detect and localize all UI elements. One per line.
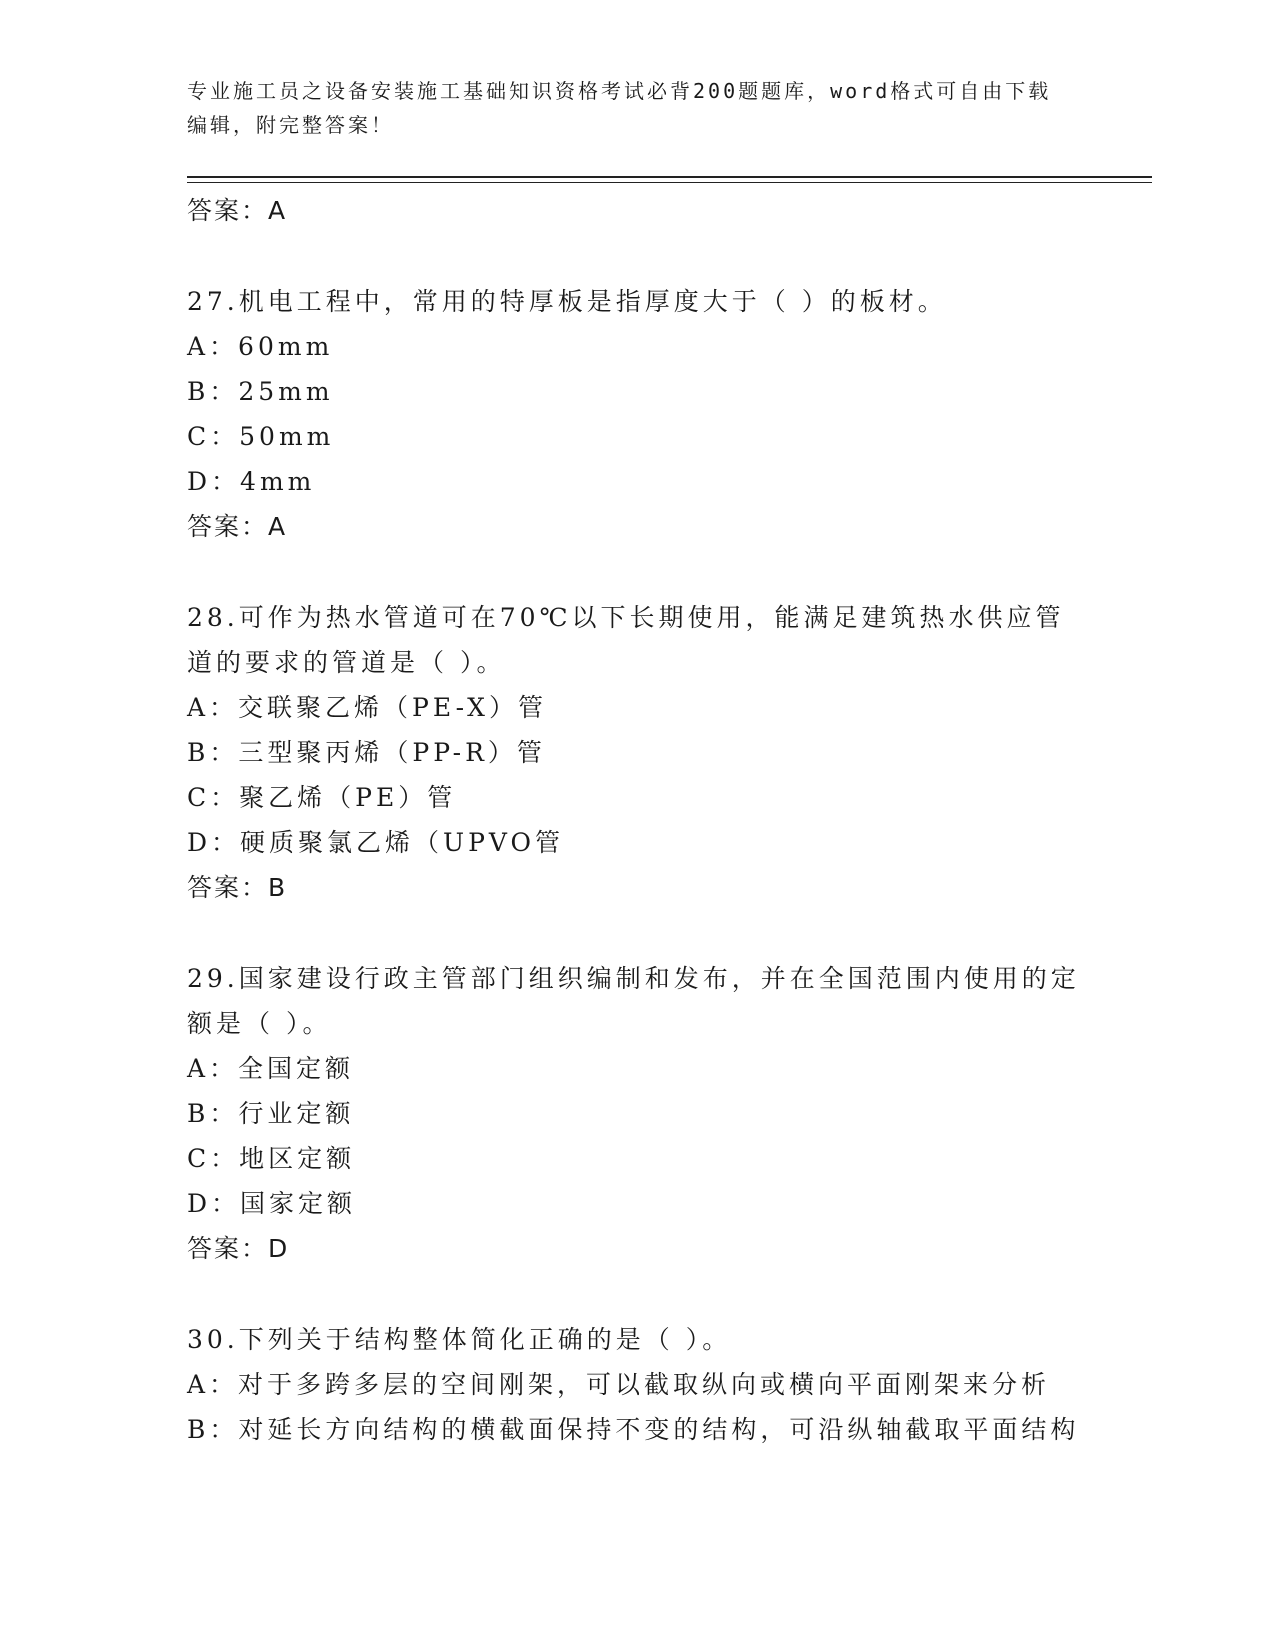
option-b: B：25mm (187, 377, 334, 406)
header-rule-thick (187, 176, 1152, 178)
option-c: C：聚乙烯（PE）管 (187, 783, 457, 812)
question-text: 29.国家建设行政主管部门组织编制和发布，并在全国范围内使用的定额是（ ）。 (187, 964, 1080, 1038)
answer-line: 答案：D (187, 1234, 290, 1263)
question-block (187, 595, 1087, 911)
option-a: A：对于多跨多层的空间刚架，可以截取纵向或横向平面刚架来分析 (187, 1370, 1051, 1399)
option-d: D：4mm (187, 467, 316, 496)
option-a: A：全国定额 (187, 1054, 355, 1083)
question-text: 27.机电工程中，常用的特厚板是指厚度大于（ ）的板材。 (187, 287, 947, 316)
option-a: A：交联聚乙烯（PE-X）管 (187, 693, 547, 722)
question-text: 30.下列关于结构整体简化正确的是（ ）。 (187, 1325, 732, 1354)
question-text: 28.可作为热水管道可在70℃以下长期使用，能满足建筑热水供应管道的要求的管道是（ ）。 (187, 603, 1065, 677)
spacer (187, 911, 1087, 956)
spacer (187, 234, 1087, 279)
option-c: C：地区定额 (187, 1144, 356, 1173)
option-b: B：对延长方向结构的横截面保持不变的结构，可沿纵轴截取平面结构 (187, 1415, 1080, 1444)
option-b: B：行业定额 (187, 1099, 355, 1128)
question-list (187, 188, 1087, 1452)
option-a: A：60mm (187, 332, 334, 361)
option-c: C：50mm (187, 422, 335, 451)
option-d: D：硬质聚氯乙烯（UPVO管 (187, 828, 565, 857)
answer-line: 答案：A (187, 512, 288, 541)
spacer (187, 550, 1087, 595)
option-d: D：国家定额 (187, 1189, 357, 1218)
answer-line: 答案：A (187, 196, 288, 225)
option-b: B：三型聚丙烯（PP-R）管 (187, 738, 546, 767)
header-rule-thin (187, 182, 1152, 183)
question-block (187, 279, 1087, 550)
question-block (187, 956, 1087, 1272)
spacer (187, 1272, 1087, 1317)
question-block (187, 1317, 1087, 1452)
document-header: 专业施工员之设备安装施工基础知识资格考试必背200题题库，word格式可自由下载编辑，附完整答案！ (187, 79, 1052, 137)
answer-line: 答案：B (187, 873, 288, 902)
